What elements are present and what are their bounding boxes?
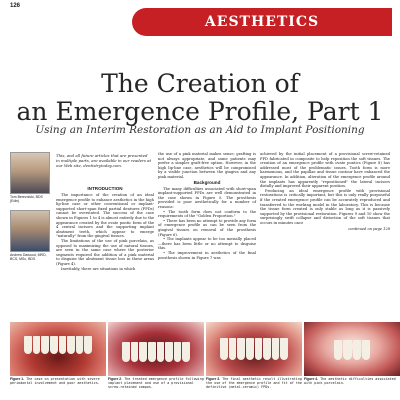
figure-label: Figure 2. [108, 377, 123, 381]
figure-caption-text: The treated emergence profile following implant placement and use of a provisional screw-retained compos. [108, 377, 204, 390]
teeth-illustration [220, 338, 288, 360]
teeth-illustration [122, 342, 190, 362]
figure-strip [0, 322, 400, 400]
paragraph: achieved by the initial placement of a provisional screw-retained FPD fabricated in composite to help reposition the soft tissues. The creation of an emergence profile with ovate pontics (Figure 8) has addressed most of the problematic issues. Tooth form is more harmonious, and the papillae and tissue contour have enhanced the appearance. In addition, alteration of the emergence profile around the implants has apparently "repositioned" the lateral incisors distally and improved their apparent position. [260, 152, 390, 189]
text-column-2 [158, 152, 256, 260]
figure-4-photo [304, 322, 400, 376]
figure-1-caption [10, 377, 106, 385]
figure-2-photo [108, 322, 204, 376]
teeth-illustration [24, 336, 92, 354]
teeth-illustration [334, 340, 370, 360]
figure-1-photo [10, 322, 106, 376]
article-title-line-1: The Creation of [101, 69, 299, 98]
bullet-item: • There has been no attempt to provide any form of emergence profile as can be seen from the gingival tissues on removal of the prosthesis (Figure 6). [158, 218, 256, 237]
figure-caption-text: The case on presentation with severe periodontal involvement and poor aesthetics. [10, 377, 100, 386]
author-photo [10, 152, 50, 194]
text-column-3 [260, 152, 390, 231]
author-name: Tom Bereznicki, BDS (Edin) [10, 195, 43, 204]
figure-caption-text: The final aesthetic result illustrating the use of the emergence profile and fit of the definitive (metal-ceramic) FPDs. [206, 377, 302, 390]
paragraph: The limitations of the use of pink porcelain, as opposed to maximizing the use of natural tissues, are seen in the same case where the posterior segments required the addition of a pink material to disguise the abutment tissue loss in these areas (Figure 4). [56, 239, 154, 266]
page-number: 126 [10, 3, 21, 9]
bullet-item: • The improvement in aesthetics of the final prosthesis shown in Figure 7 was [158, 250, 256, 260]
section-heading-introduction: INTRODUCTION [87, 186, 123, 191]
figure-label: Figure 4. [304, 377, 319, 381]
figure-label: Figure 3. [206, 377, 221, 381]
author-name: Andrew Dawood, MRD, BCS, MSc, BDS [10, 253, 47, 262]
paragraph: Inevitably, there are situations in which [61, 266, 136, 271]
bullet-item: • The tooth form does not conform to the requirements of the "Golden Proportion." [158, 209, 256, 219]
figure-3-caption [206, 377, 302, 390]
figure-3-photo [206, 322, 302, 376]
figure-4 [304, 322, 400, 385]
figure-label: Figure 1. [10, 377, 25, 381]
article-subtitle: Using an Interim Restoration as an Aid to Implant Positioning [35, 124, 365, 136]
figure-2-caption [108, 377, 204, 390]
section-banner [132, 8, 392, 36]
series-note: This, and all future articles that are presented in multiple parts, are available in our readers at our Web site, dentistrytoday.com. [56, 153, 152, 168]
bullet-item: • The implants appear to be too mesially placed—there has been little or no attempt to disguise this. [158, 237, 256, 251]
paragraph: The importance of the creation of an ideal emergence profile to enhance aesthetics in the high lip-line case or other conventional or implant-supported short-span fixed partial dentures (FPDs) cannot be overstated. The success of the case shown in Figures 1 to 4 is almost entirely due to the appearance created by the ovate pontic form of the 4 central incisors and the supporting implant abutment teeth, which appear to emerge "naturally" from the gingival tissues. [56, 193, 154, 239]
figure-4-caption [304, 377, 400, 385]
text-column-1 [56, 186, 154, 271]
article-title-line-2: an Emergence Profile, Part 1 [16, 97, 384, 126]
figure-2 [108, 322, 204, 390]
section-banner-label: AESTHETICS [204, 14, 320, 30]
paragraph: The many difficulties associated with short-span implant-supported FPDs are well demonstrated in the case shown in Figure 5. The prosthesis provided is poor aesthetically for a number of reasons: [158, 186, 256, 210]
article-title [10, 70, 390, 126]
section-heading-background: Background [193, 179, 221, 185]
continued-link[interactable]: continued on page 128 [348, 226, 390, 231]
author-photo [10, 210, 50, 252]
figure-3 [206, 322, 302, 390]
figure-caption-text: The aesthetic difficulties associated with pink porcelain. [304, 377, 396, 386]
author-block-1 [10, 152, 52, 204]
figure-1 [10, 322, 106, 385]
author-block-2 [10, 210, 52, 262]
paragraph: the use of a pink material makes sense; grafting is not always appropriate, and some patients may prefer a simpler graft-free option. However, in the high lip-line case, aesthetics will be compromised by a visible junction between the gingiva and any pink material. [158, 152, 256, 179]
paragraph: Producing an ideal emergence profile with provisional restorations is critically important, but this is only really purposeful if the created emergence profile can be accurately reproduced and transferred to the working model in the laboratory. This is because the tissue form created is only stable as long as it is passively supported by the provisional restoration. Figures 9 and 10 show the surprisingly swift collapse and distortion of the soft tissues that occurs in minutes once [260, 188, 390, 225]
